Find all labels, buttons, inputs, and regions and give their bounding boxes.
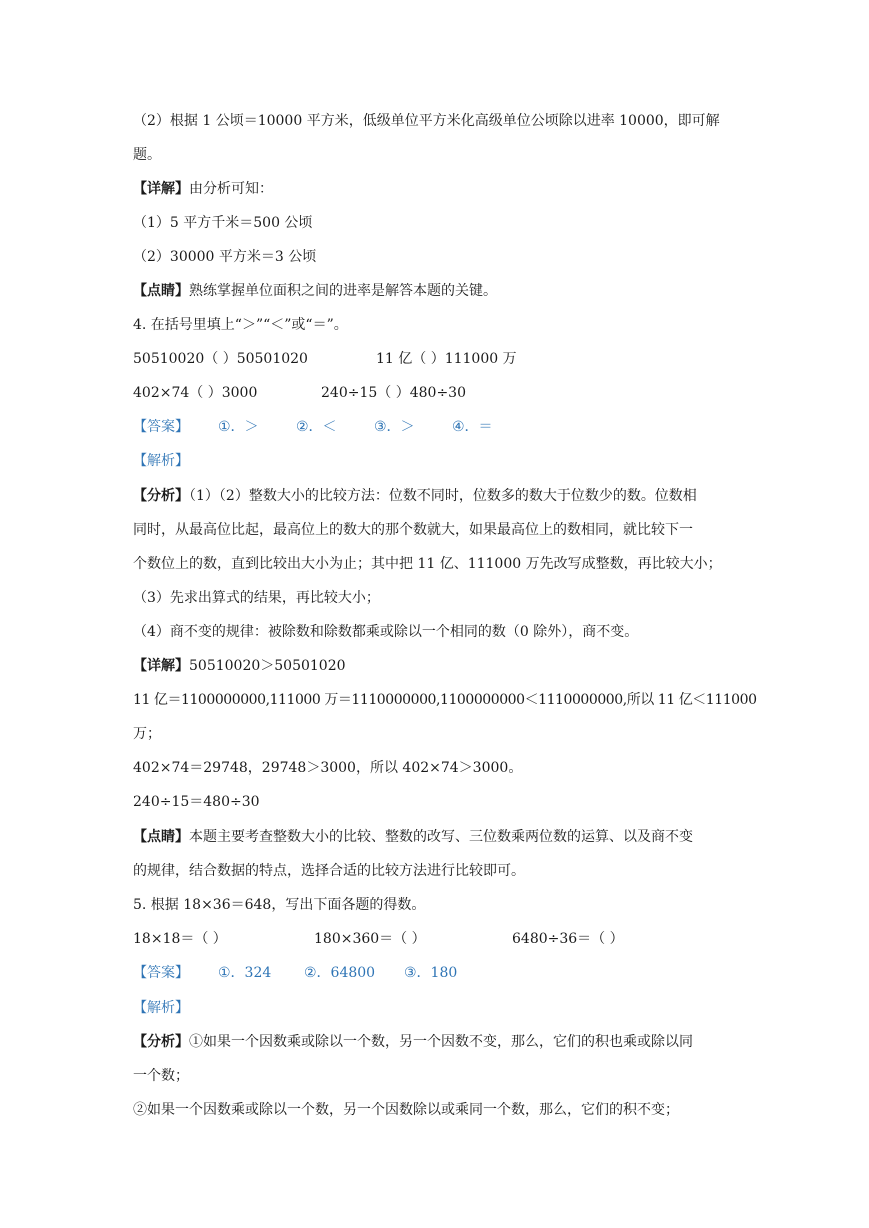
question-item: 402×74（ ）3000 <box>133 385 258 401</box>
detail-line <box>133 179 759 199</box>
answer-item: ②．＜ <box>296 419 337 435</box>
comment-text: 熟练掌握单位面积之间的进率是解答本题的关键。 <box>189 283 497 299</box>
analysis-tag: 【分析】 <box>133 1034 189 1050</box>
analysis-text: （1）（2）整数大小的比较方法：位数不同时，位数多的数大于位数少的数。位数相 <box>189 488 697 504</box>
answer-item: ①．324 <box>218 965 272 981</box>
text-line: （2）30000 平方米＝3 公顷 <box>133 249 317 265</box>
detail-tag: 【详解】 <box>133 181 189 197</box>
comment-tag: 【点睛】 <box>133 283 189 299</box>
text-line: 个数位上的数，直到比较出大小为止；其中把 11 亿、111000 万先改写成整数，再比较大小； <box>133 556 722 572</box>
text-line: （4）商不变的规律：被除数和除数都乘或除以一个相同的数（0 除外），商不变。 <box>133 624 639 640</box>
answer-item: ①．＞ <box>218 419 259 435</box>
analysis-line <box>133 1032 759 1052</box>
text-line: （1）5 平方千米＝500 公顷 <box>133 215 313 231</box>
comment-text: 本题主要考查整数大小的比较、整数的改写、三位数乘两位数的运算、以及商不变 <box>189 829 693 845</box>
text-line: （2）根据 1 公顷＝10000 平方米，低级单位平方米化高级单位公顷除以进率 10000，即可解 <box>133 113 720 129</box>
analysis-tag: 【解析】 <box>133 1000 189 1016</box>
comment-line <box>133 827 759 847</box>
question-item: 18×18＝（ ） <box>133 931 227 947</box>
answer-tag: 【答案】 <box>133 419 189 435</box>
question-item: 6480÷36＝（ ） <box>512 931 624 947</box>
analysis-tag: 【解析】 <box>133 453 189 469</box>
text-line: 11 亿＝1100000000,111000 万＝1110000000,1100000000＜1110000000,所以 11 亿＜111000 <box>133 692 757 708</box>
text-line: 同时，从最高位比起，最高位上的数大的那个数就大，如果最高位上的数相同，就比较下一 <box>133 522 693 538</box>
analysis-text: ①如果一个因数乘或除以一个数，另一个因数不变，那么，它们的积也乘或除以同 <box>189 1034 693 1050</box>
answer-item: ②．64800 <box>304 965 376 981</box>
answer-item: ③．180 <box>404 965 458 981</box>
answer-item: ④．＝ <box>452 419 493 435</box>
detail-line <box>133 656 759 676</box>
text-line: 402×74＝29748，29748＞3000，所以 402×74＞3000。 <box>133 760 523 776</box>
question-item: 240÷15（ ）480÷30 <box>321 385 466 401</box>
text-line: （3）先求出算式的结果，再比较大小； <box>133 590 380 606</box>
answer-item: ③．＞ <box>374 419 415 435</box>
analysis-line <box>133 486 759 506</box>
text-line: 的规律，结合数据的特点，选择合适的比较方法进行比较即可。 <box>133 863 525 879</box>
comment-line <box>133 281 759 301</box>
text-line: 题。 <box>133 147 161 163</box>
text-line: 240÷15＝480÷30 <box>133 794 260 810</box>
question-item: 50510020（ ）50501020 <box>133 351 308 367</box>
detail-text: 由分析可知： <box>189 181 273 197</box>
comment-tag: 【点睛】 <box>133 829 189 845</box>
question-4-title: 4. 在括号里填上“＞”“＜”或“＝”。 <box>133 317 348 333</box>
analysis-tag: 【分析】 <box>133 488 189 504</box>
detail-tag: 【详解】 <box>133 658 189 674</box>
detail-text: 50510020＞50501020 <box>189 658 346 674</box>
text-line: ②如果一个因数乘或除以一个数，另一个因数除以或乘同一个数，那么，它们的积不变； <box>133 1102 679 1118</box>
question-item: 180×360＝（ ） <box>314 931 426 947</box>
question-item: 11 亿（ ）111000 万 <box>376 351 517 367</box>
text-line: 一个数； <box>133 1068 189 1084</box>
question-5-title: 5. 根据 18×36＝648，写出下面各题的得数。 <box>133 897 426 913</box>
answer-tag: 【答案】 <box>133 965 189 981</box>
text-line: 万； <box>133 726 161 742</box>
